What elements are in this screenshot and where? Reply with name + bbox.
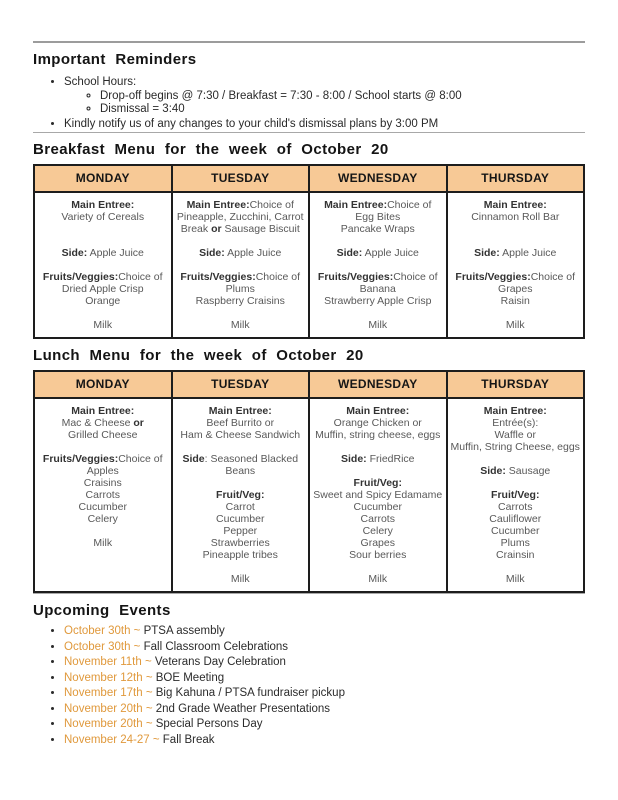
- menu-line: Celery: [87, 513, 118, 525]
- menu-line: Break or Sausage Biscuit: [180, 223, 300, 235]
- day-header-tuesday: TUESDAY: [173, 166, 311, 191]
- day-header-monday: MONDAY: [35, 372, 173, 397]
- breakfast-menu-title: Breakfast Menu for the week of October 20: [33, 141, 389, 158]
- menu-line: Milk: [505, 573, 525, 585]
- menu-cell-monday: [35, 193, 173, 337]
- menu-line: Egg Bites: [355, 211, 401, 223]
- menu-line: [176, 307, 306, 319]
- menu-line: [451, 453, 581, 465]
- menu-line: Entrée(s):: [492, 417, 539, 429]
- menu-line: Sour berries: [349, 549, 407, 561]
- menu-line: Carrot: [225, 501, 255, 513]
- lunch-menu-body-row: [35, 399, 583, 591]
- menu-line: Sweet and Spicy Edamame: [313, 489, 443, 501]
- menu-line: Muffin, String Cheese, eggs: [450, 441, 580, 453]
- menu-line: Side: Sausage: [480, 465, 551, 477]
- menu-line: Milk: [93, 537, 113, 549]
- menu-line: [176, 235, 306, 247]
- reminder-sub-item: ◦ Drop-off begins @ 7:30 / Breakfast = 7:30 - 8:00 / School starts @ 8:00: [100, 90, 585, 104]
- menu-line: Pineapple tribes: [202, 549, 278, 561]
- menu-line: Raspberry Craisins: [195, 295, 285, 307]
- menu-line: [176, 441, 306, 453]
- menu-line: Cucumber: [353, 501, 402, 513]
- menu-line: Pineapple, Zucchini, Carrot: [176, 211, 304, 223]
- menu-line: [451, 235, 581, 247]
- menu-line: Cucumber: [216, 513, 265, 525]
- menu-line: Crainsin: [495, 549, 535, 561]
- menu-line: Fruits/Veggies:Choice of: [42, 271, 163, 283]
- menu-line: [451, 477, 581, 489]
- menu-line: Grilled Cheese: [68, 429, 138, 441]
- menu-cell-thursday: [448, 399, 584, 591]
- menu-line: Pepper: [223, 525, 258, 537]
- menu-line: Main Entree:Choice of: [324, 199, 432, 211]
- menu-line: Ham & Cheese Sandwich: [180, 429, 301, 441]
- menu-line: Beef Burrito or: [206, 417, 275, 429]
- menu-cell-wednesday: [310, 399, 448, 591]
- menu-line: Grapes: [360, 537, 395, 549]
- menu-line: [451, 307, 581, 319]
- reminders-list: [33, 76, 585, 131]
- day-header-wednesday: WEDNESDAY: [310, 166, 448, 191]
- menu-line: [313, 441, 443, 453]
- menu-line: [451, 223, 581, 235]
- menu-line: [176, 259, 306, 271]
- menu-line: Cinnamon Roll Bar: [471, 211, 560, 223]
- menu-line: [313, 307, 443, 319]
- menu-line: Fruits/Veggies:Choice of: [180, 271, 301, 283]
- menu-line: Variety of Cereals: [61, 211, 145, 223]
- menu-line: Fruits/Veggies:Choice of: [455, 271, 576, 283]
- menu-line: Celery: [362, 525, 393, 537]
- menu-line: [451, 259, 581, 271]
- menu-line: Milk: [505, 319, 525, 331]
- menu-line: Milk: [230, 573, 250, 585]
- menu-line: [313, 235, 443, 247]
- menu-line: [38, 441, 168, 453]
- menu-line: Cauliflower: [489, 513, 542, 525]
- event-item: • October 30th ~ PTSA assembly: [64, 625, 585, 638]
- menu-line: Orange: [85, 295, 121, 307]
- day-header-thursday: THURSDAY: [481, 377, 550, 391]
- event-item: • November 12th ~ BOE Meeting: [64, 672, 585, 685]
- menu-line: Side: Apple Juice: [61, 247, 144, 259]
- top-divider: [33, 41, 585, 43]
- menu-line: Pancake Wraps: [340, 223, 415, 235]
- event-date: November 24-27 ~: [64, 733, 160, 746]
- menu-line: Plums: [225, 283, 255, 295]
- menu-cell-monday: [35, 399, 173, 591]
- event-date: November 20th ~: [64, 702, 153, 715]
- menu-line: Milk: [230, 319, 250, 331]
- menu-line: Milk: [368, 319, 388, 331]
- menu-line: Carrots: [360, 513, 395, 525]
- reminder-item: • School Hours: ◦ Drop-off begins @ 7:30 / Breakfast = 7:30 - 8:00 / School starts @ 8:00 ◦ Dismissal = 3:40: [64, 76, 585, 117]
- event-date: October 30th ~: [64, 640, 141, 653]
- menu-line: Side: Seasoned Blacked: [182, 453, 299, 465]
- upcoming-events-title: Upcoming Events: [33, 602, 171, 619]
- section-divider: [33, 132, 585, 133]
- day-header-wednesday: WEDNESDAY: [310, 372, 448, 397]
- menu-line: Orange Chicken or: [333, 417, 422, 429]
- menu-line: Main Entree:: [71, 405, 135, 417]
- reminder-sub-list: [64, 90, 585, 117]
- menu-line: Fruits/Veggies:Choice of: [317, 271, 438, 283]
- menu-line: Cucumber: [491, 525, 540, 537]
- menu-line: Side: Apple Juice: [336, 247, 419, 259]
- menu-line: Carrots: [85, 489, 120, 501]
- menu-line: Plums: [500, 537, 530, 549]
- reminder-item: • Kindly notify us of any changes to your child's dismissal plans by 3:00 PM: [64, 118, 585, 132]
- reminder-sub-item: ◦ Dismissal = 3:40: [100, 103, 585, 117]
- menu-line: Craisins: [83, 477, 122, 489]
- menu-line: Strawberries: [210, 537, 270, 549]
- reminders-title: Important Reminders: [33, 51, 197, 68]
- menu-line: [451, 561, 581, 573]
- event-item: • November 24-27 ~ Fall Break: [64, 734, 585, 747]
- lunch-menu-title: Lunch Menu for the week of October 20: [33, 347, 364, 364]
- menu-line: Main Entree:: [346, 405, 410, 417]
- menu-line: [38, 259, 168, 271]
- menu-line: [38, 235, 168, 247]
- menu-line: [313, 259, 443, 271]
- menu-line: [38, 307, 168, 319]
- event-date: November 20th ~: [64, 718, 153, 730]
- menu-line: Milk: [93, 319, 113, 331]
- menu-line: Mac & Cheese or: [61, 417, 144, 429]
- day-header-tuesday: TUESDAY: [173, 372, 311, 397]
- menu-line: Waffle or: [494, 429, 536, 441]
- upcoming-events-list: [33, 625, 585, 747]
- menu-line: Dried Apple Crisp: [61, 283, 144, 295]
- menu-line: Main Entree:Choice of: [186, 199, 294, 211]
- menu-line: Side: Apple Juice: [474, 247, 557, 259]
- event-item: • November 11th ~ Veterans Day Celebration: [64, 656, 585, 669]
- menu-line: Beans: [225, 465, 256, 477]
- menu-line: Grapes: [498, 283, 533, 295]
- event-date: November 17th ~: [64, 687, 153, 699]
- menu-cell-tuesday: [173, 193, 311, 337]
- event-date: November 11th ~: [64, 656, 152, 668]
- event-item: • November 17th ~ Big Kahuna / PTSA fundraiser pickup: [64, 687, 585, 700]
- menu-line: Fruits/Veggies:Choice of: [42, 453, 163, 465]
- menu-line: [313, 561, 443, 573]
- menu-line: Side: Apple Juice: [199, 247, 282, 259]
- menu-cell-thursday: [448, 193, 584, 337]
- menu-line: [38, 223, 168, 235]
- menu-cell-wednesday: [310, 193, 448, 337]
- menu-line: Fruit/Veg:: [353, 477, 402, 489]
- breakfast-day-header-row: [35, 166, 583, 193]
- event-item: • October 30th ~ Fall Classroom Celebrations: [64, 641, 585, 654]
- menu-line: [38, 525, 168, 537]
- menu-line: [313, 465, 443, 477]
- menu-line: Fruit/Veg:: [216, 489, 265, 501]
- menu-line: Carrots: [498, 501, 533, 513]
- menu-line: Main Entree:: [208, 405, 272, 417]
- section-divider: [33, 593, 585, 594]
- breakfast-menu-body-row: [35, 193, 583, 337]
- menu-line: Main Entree:: [483, 405, 547, 417]
- event-item: • November 20th ~ Special Persons Day: [64, 718, 585, 731]
- menu-line: Milk: [368, 573, 388, 585]
- event-date: October 30th ~: [64, 625, 141, 637]
- day-header-monday: MONDAY: [35, 166, 173, 191]
- menu-line: Cucumber: [78, 501, 127, 513]
- menu-line: Apples: [86, 465, 119, 477]
- lunch-menu-table: [33, 370, 585, 593]
- breakfast-menu-table: [33, 164, 585, 339]
- event-item: • November 20th ~ 2nd Grade Weather Presentations: [64, 703, 585, 716]
- menu-line: Strawberry Apple Crisp: [324, 295, 432, 307]
- menu-line: Muffin, string cheese, eggs: [315, 429, 441, 441]
- menu-line: Banana: [359, 283, 396, 295]
- menu-line: Fruit/Veg:: [491, 489, 540, 501]
- day-header-thursday: THURSDAY: [481, 171, 550, 185]
- menu-line: Main Entree:: [483, 199, 547, 211]
- menu-line: [176, 477, 306, 489]
- event-date: November 12th ~: [64, 671, 153, 684]
- menu-line: [176, 561, 306, 573]
- menu-line: Raisin: [500, 295, 530, 307]
- menu-line: Side: FriedRice: [340, 453, 415, 465]
- lunch-day-header-row: [35, 372, 583, 399]
- menu-cell-tuesday: [173, 399, 311, 591]
- menu-line: Main Entree:: [71, 199, 135, 211]
